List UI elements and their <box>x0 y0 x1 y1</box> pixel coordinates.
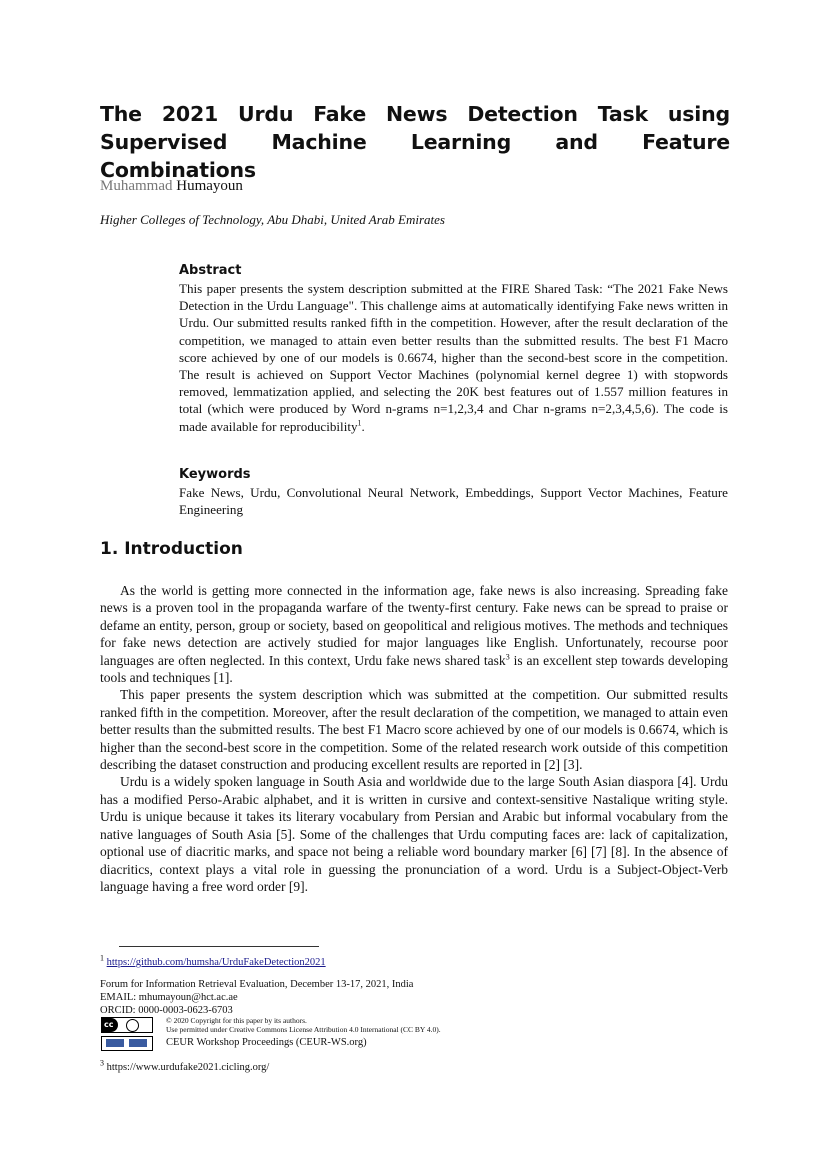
keywords-heading: Keywords <box>179 467 251 482</box>
paragraph: Urdu is a widely spoken language in South Asia and worldwide due to the large South Asian diaspora [4]. Urdu has a modified Perso-Arabic alphabet, and it is written in cursive and context-sensitive Nastalique writing style. Urdu is unique because it takes its literary vocabulary from Persian and Arabic but informal vocabulary from the native languages of South Asia [5]. Some of the challenges that Urdu computing faces are: lack of capitalization, optional use of diacritic marks, and space not being a reliable word boundary marker [6] [7] [8]. In the absence of diacritics, context plays a vital role in guessing the pronunciation of a word. Urdu is a Subject-Object-Verb language having a free word order [9]. <box>100 774 728 894</box>
abstract-heading: Abstract <box>179 263 242 278</box>
paragraph: This paper presents the system description which was submitted at the competition. Our submitted results ranked fifth in the competition. Moreover, after the result declaration of the competition, we managed to attain even better results than the submitted results. The best F1 Macro score achieved by one of our models is 0.6674, which is higher than the second-best score in the competition. Some of the related research work outside of this competition describing the dataset construction and producing excellent results are reported in [2] [3]. <box>100 687 728 773</box>
author-last-name: Humayoun <box>176 178 243 194</box>
paragraph: As the world is getting more connected in the information age, fake news is also increasing. Spreading fake news is a proven tool in the propaganda warfare of the twenty-first century. Fake news can be spread to praise or defame an entity, person, group or society, based on geopolitical and religious motives. The methods and techniques for fake news detection are actively studied for major languages like English. Unfortunately, recourse poor languages are often neglected. In this context, Urdu fake news shared task$^3$ is an excellent step towards developing tools and techniques [1]. <box>100 583 728 686</box>
conference-note: Forum for Information Retrieval Evaluation, December 13-17, 2021, India <box>100 979 414 990</box>
email-note: EMAIL: mhumayoun@hct.ac.ae <box>100 992 238 1003</box>
copyright-note: © 2020 Copyright for this paper by its authors. <box>166 1016 307 1025</box>
person-icon <box>126 1019 139 1032</box>
introduction-body <box>100 582 728 895</box>
paper-title: The 2021 Urdu Fake News Detection Task using Supervised Machine Learning and Feature Combinations <box>100 102 730 182</box>
orcid-note: ORCID: 0000-0003-0623-6703 <box>100 1005 233 1016</box>
keywords-text: Fake News, Urdu, Convolutional Neural Network, Embeddings, Support Vector Machines, Feature Engineering <box>179 485 728 518</box>
section-heading-introduction: 1. Introduction <box>100 539 243 559</box>
cc-by-license-icon: cc <box>101 1017 153 1033</box>
ceur-proceedings-note: CEUR Workshop Proceedings (CEUR-WS.org) <box>166 1037 367 1048</box>
author-affiliation: Higher Colleges of Technology, Abu Dhabi, United Arab Emirates <box>100 212 445 227</box>
footnote-link[interactable]: https://github.com/humsha/UrduFakeDetection2021 <box>106 957 326 968</box>
footnote-3: $^3$ https://www.urdufake2021.cicling.org/ <box>100 1058 270 1073</box>
license-note: Use permitted under Creative Commons License Attribution 4.0 International (CC BY 4.0). <box>166 1025 441 1034</box>
footnote-1: $^1$ https://github.com/humsha/UrduFakeDetection2021 <box>100 953 326 968</box>
ceur-logo-icon <box>101 1036 153 1051</box>
author-first-name: Muhammad <box>100 178 173 194</box>
footnote-rule <box>119 946 319 947</box>
author-name <box>100 178 243 195</box>
abstract-text: This paper presents the system description submitted at the FIRE Shared Task: “The 2021 Fake News Detection in the Urdu Language". This challenge aims at automatically identifying Fake news written in Urdu. Our submitted results ranked fifth in the competition. However, after the result declaration of the competition, we managed to attain even better results than the submitted results. The best F1 Macro score achieved by one of our models is 0.6674, higher than the second-best score in the competition. The result is achieved on Support Vector Machines (polynomial kernel degree 1) with stopwords removed, lemmatization applied, and selecting the 20K best features out of 1.557 million features in total (which were produced by Word n-grams n=1,2,3,4 and Char n-grams n=2,3,4,5,6). The code is made available for reproducibility$^1$. <box>179 281 728 434</box>
